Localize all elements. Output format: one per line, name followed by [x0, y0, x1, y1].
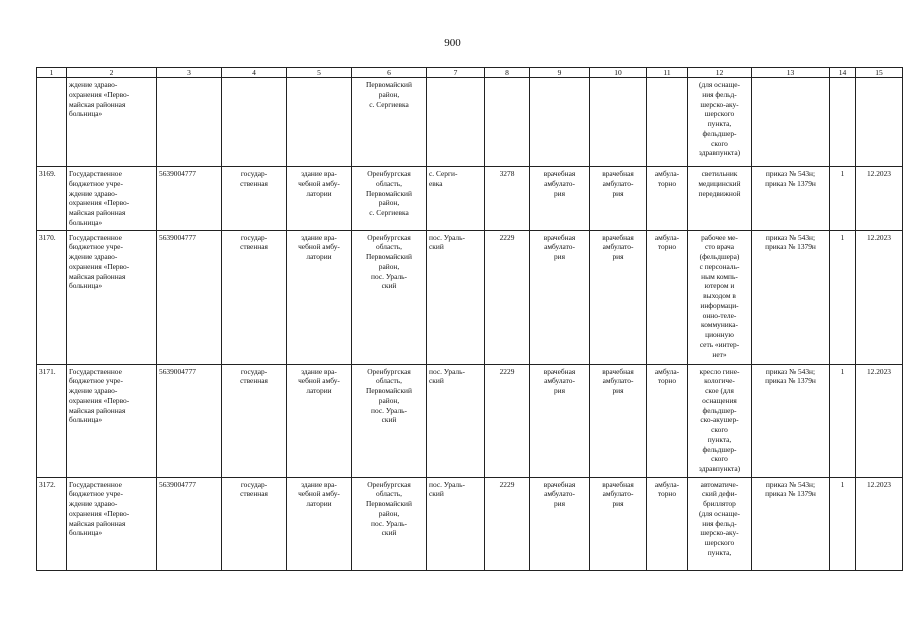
column-number: 6: [352, 68, 427, 78]
row-number: 3170.: [37, 230, 67, 364]
inn-cell: 5639004777: [157, 477, 222, 570]
organization-name: Государственное бюджетное учре- ждение здраво- охранения «Перво- майская районная больница»: [67, 477, 157, 570]
quantity-cell: 1: [830, 230, 856, 364]
population-cell: 2229: [485, 230, 530, 364]
column-number: 13: [752, 68, 830, 78]
table-row: [37, 364, 903, 477]
building-cell: здание вра- чебной амбу- латории: [287, 230, 352, 364]
quantity-cell: 1: [830, 477, 856, 570]
building-cell: здание вра- чебной амбу- латории: [287, 477, 352, 570]
facility-subtype-cell: врачебная амбулато- рия: [590, 167, 647, 231]
care-mode-cell: амбула- торно: [647, 364, 688, 477]
quantity-cell: [830, 78, 856, 167]
address-cell: Оренбургская область, Первомайский район, пос. Ураль- ский: [352, 477, 427, 570]
inn-cell: [157, 78, 222, 167]
column-number: 1: [37, 68, 67, 78]
locality-cell: пос. Ураль- ский: [427, 230, 485, 364]
column-number: 7: [427, 68, 485, 78]
facility-subtype-cell: врачебная амбулато- рия: [590, 230, 647, 364]
order-cell: приказ № 543н; приказ № 1379н: [752, 167, 830, 231]
organization-name: Государственное бюджетное учре- ждение здраво- охранения «Перво- майская районная больница»: [67, 364, 157, 477]
organization-name: Государственное бюджетное учре- ждение здраво- охранения «Перво- майская районная больница»: [67, 230, 157, 364]
locality-cell: [427, 78, 485, 167]
population-cell: [485, 78, 530, 167]
organization-name: ждение здраво- охранения «Перво- майская районная больница»: [67, 78, 157, 167]
building-cell: здание вра- чебной амбу- латории: [287, 167, 352, 231]
row-number: 3171.: [37, 364, 67, 477]
population-cell: 2229: [485, 364, 530, 477]
order-cell: приказ № 543н; приказ № 1379н: [752, 230, 830, 364]
locality-cell: пос. Ураль- ский: [427, 477, 485, 570]
facility-subtype-cell: [590, 78, 647, 167]
organization-name: Государственное бюджетное учре- ждение здраво- охранения «Перво- майская районная больница»: [67, 167, 157, 231]
date-cell: 12.2023: [856, 230, 903, 364]
column-number: 12: [688, 68, 752, 78]
table-row: [37, 167, 903, 231]
column-number: 5: [287, 68, 352, 78]
row-number: 3172.: [37, 477, 67, 570]
order-cell: [752, 78, 830, 167]
address-cell: Первомайский район, с. Сергиевка: [352, 78, 427, 167]
inn-cell: 5639004777: [157, 167, 222, 231]
table-row: [37, 477, 903, 570]
table-row: [37, 78, 903, 167]
row-number: [37, 78, 67, 167]
column-number: 10: [590, 68, 647, 78]
facility-type-cell: врачебная амбулато- рия: [530, 364, 590, 477]
column-number: 3: [157, 68, 222, 78]
column-number: 11: [647, 68, 688, 78]
equipment-cell: кресло гине- кологиче- ское (для оснащения фельдшер- ско-акушер- ского пункта, фельдшер- ского здравпункта): [688, 364, 752, 477]
page-number: 900: [444, 37, 461, 49]
facility-type-cell: [530, 78, 590, 167]
address-cell: Оренбургская область, Первомайский район, пос. Ураль- ский: [352, 230, 427, 364]
facility-subtype-cell: врачебная амбулато- рия: [590, 477, 647, 570]
quantity-cell: 1: [830, 364, 856, 477]
population-cell: 3278: [485, 167, 530, 231]
order-cell: приказ № 543н; приказ № 1379н: [752, 477, 830, 570]
address-cell: Оренбургская область, Первомайский район, пос. Ураль- ский: [352, 364, 427, 477]
inn-cell: 5639004777: [157, 230, 222, 364]
care-mode-cell: амбула- торно: [647, 477, 688, 570]
date-cell: 12.2023: [856, 477, 903, 570]
column-number: 15: [856, 68, 903, 78]
column-number-row: [37, 68, 903, 78]
column-number: 8: [485, 68, 530, 78]
inn-cell: 5639004777: [157, 364, 222, 477]
equipment-cell: светильник медицинский передвижной: [688, 167, 752, 231]
order-cell: приказ № 543н; приказ № 1379н: [752, 364, 830, 477]
care-mode-cell: [647, 78, 688, 167]
care-mode-cell: амбула- торно: [647, 167, 688, 231]
column-number: 14: [830, 68, 856, 78]
ownership-cell: [222, 78, 287, 167]
locality-cell: с. Серги- евка: [427, 167, 485, 231]
row-number: 3169.: [37, 167, 67, 231]
ownership-cell: государ- ственная: [222, 167, 287, 231]
date-cell: 12.2023: [856, 167, 903, 231]
care-mode-cell: амбула- торно: [647, 230, 688, 364]
facility-type-cell: врачебная амбулато- рия: [530, 230, 590, 364]
population-cell: 2229: [485, 477, 530, 570]
building-cell: здание вра- чебной амбу- латории: [287, 364, 352, 477]
equipment-cell: (для оснаще- ния фельд- шерско-аку- шерского пункта, фельдшер- ского здравпункта): [688, 78, 752, 167]
locality-cell: пос. Ураль- ский: [427, 364, 485, 477]
date-cell: [856, 78, 903, 167]
registry-table: [36, 67, 903, 571]
column-number: 9: [530, 68, 590, 78]
column-number: 4: [222, 68, 287, 78]
date-cell: 12.2023: [856, 364, 903, 477]
equipment-cell: автоматиче- ский дефи- бриллятор (для оснаще- ния фельд- шерско-аку- шерского пункта,: [688, 477, 752, 570]
facility-type-cell: врачебная амбулато- рия: [530, 167, 590, 231]
ownership-cell: государ- ственная: [222, 364, 287, 477]
table-row: [37, 230, 903, 364]
quantity-cell: 1: [830, 167, 856, 231]
facility-type-cell: врачебная амбулато- рия: [530, 477, 590, 570]
ownership-cell: государ- ственная: [222, 230, 287, 364]
facility-subtype-cell: врачебная амбулато- рия: [590, 364, 647, 477]
address-cell: Оренбургская область, Первомайский район, с. Сергиевка: [352, 167, 427, 231]
equipment-cell: рабочее ме- сто врача (фельдшера) с персональ- ным компь- ютером и выходом в информаци- онно-теле- коммуника- ционную сеть «интер- нет»: [688, 230, 752, 364]
building-cell: [287, 78, 352, 167]
column-number: 2: [67, 68, 157, 78]
ownership-cell: государ- ственная: [222, 477, 287, 570]
